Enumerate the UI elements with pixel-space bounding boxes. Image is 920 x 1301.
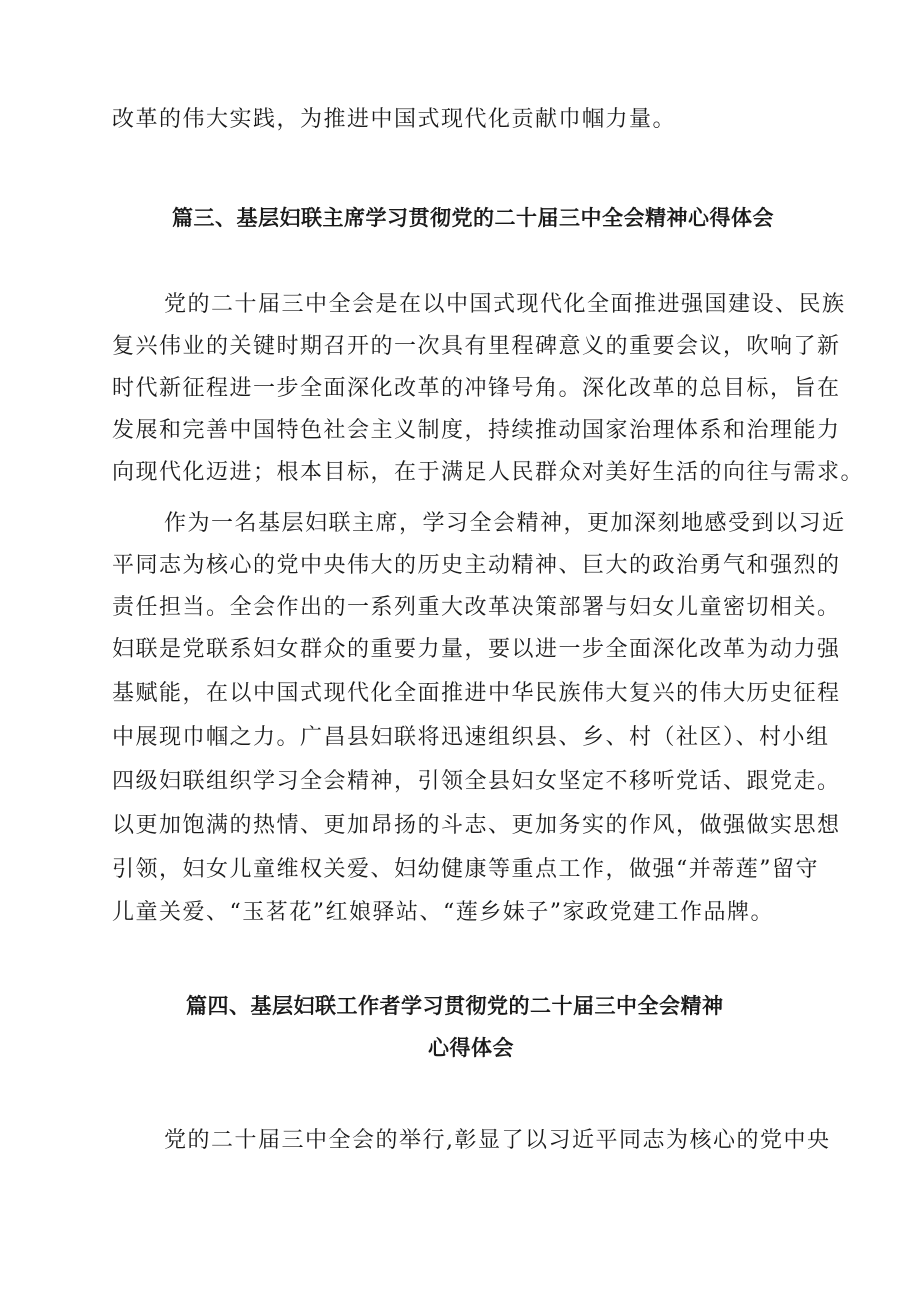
paragraph-line: 平同志为核心的党中央伟大的历史主动精神、巨大的政治勇气和强烈的	[112, 553, 841, 578]
paragraph-line: 发展和完善中国特色社会主义制度，持续推动国家治理体系和治理能力	[112, 418, 841, 443]
paragraph-line: 作为一名基层妇联主席，学习全会精神，更加深刻地感受到以习近	[164, 511, 846, 536]
paragraph-line: 党的二十届三中全会是在以中国式现代化全面推进强国建设、民族	[164, 292, 846, 317]
section4-heading-line1: 篇四、基层妇联工作者学习贯彻党的二十届三中全会精神	[186, 994, 724, 1018]
section3-heading: 篇三、基层妇联主席学习贯彻党的二十届三中全会精神心得体会	[172, 206, 774, 230]
paragraph-line: 儿童关爱、“玉茗花”红娘驿站、“莲乡妹子”家政党建工作品牌。	[112, 900, 774, 925]
paragraph-line: 四级妇联组织学习全会精神，引领全县妇女坚定不移听党话、跟党走。	[112, 769, 841, 794]
paragraph-line: 引领，妇女儿童维权关爱、妇幼健康等重点工作，做强“并蒂莲”留守	[112, 857, 819, 882]
paragraph-line: 党的二十届三中全会的举行,彰显了以习近平同志为核心的党中央	[164, 1128, 831, 1153]
paragraph-line: 以更加饱满的热情、更加昂扬的斗志、更加务实的作风，做强做实思想	[112, 813, 841, 838]
paragraph-line: 责任担当。全会作出的一系列重大改革决策部署与妇女儿童密切相关。	[112, 595, 841, 620]
paragraph-line: 改革的伟大实践，为推进中国式现代化贡献巾帼力量。	[112, 107, 677, 132]
paragraph-line: 复兴伟业的关键时期召开的一次具有里程碑意义的重要会议，吹响了新	[112, 334, 841, 359]
paragraph-line: 时代新征程进一步全面深化改革的冲锋号角。深化改革的总目标，旨在	[112, 376, 841, 401]
paragraph-line: 中展现巾帼之力。广昌县妇联将迅速组织县、乡、村（社区）、村小组	[112, 725, 830, 750]
paragraph-line: 基赋能，在以中国式现代化全面推进中华民族伟大复兴的伟大历史征程	[112, 681, 841, 706]
section4-heading-line2: 心得体会	[428, 1036, 514, 1060]
paragraph-line: 向现代化迈进；根本目标，在于满足人民群众对美好生活的向往与需求。	[112, 460, 865, 485]
paragraph-line: 妇联是党联系妇女群众的重要力量，要以进一步全面深化改革为动力强	[112, 637, 841, 662]
